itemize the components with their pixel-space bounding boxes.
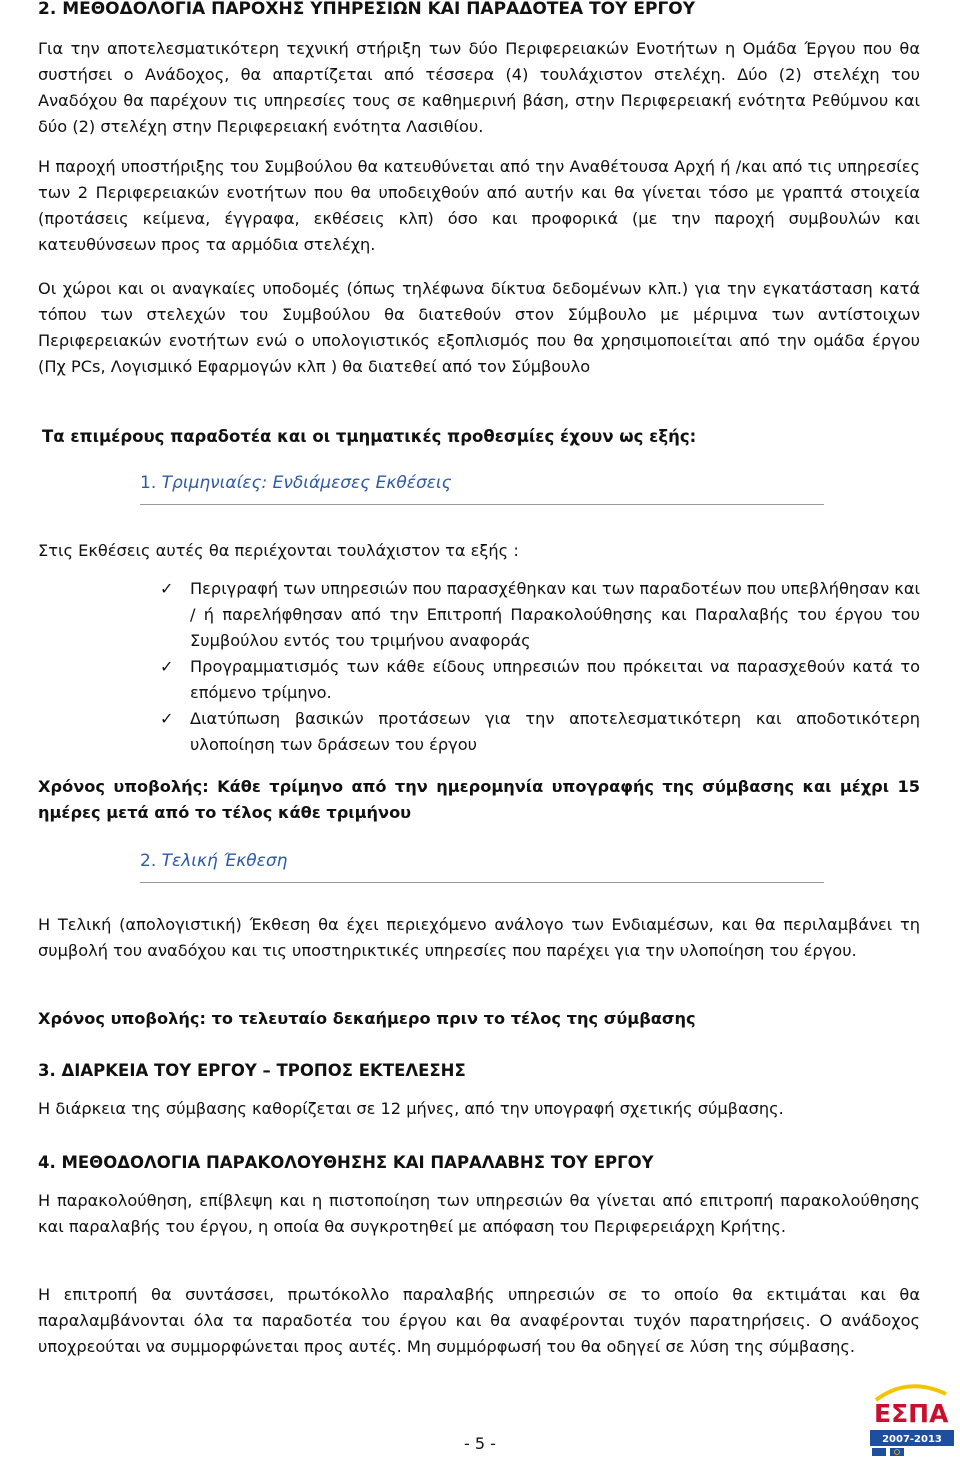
deliverable-2-heading bbox=[140, 848, 824, 883]
greek-flag-icon bbox=[872, 1448, 886, 1456]
page-number: - 5 - bbox=[464, 1434, 496, 1453]
section-2-heading: 2. ΜΕΘΟΔΟΛΟΓΙΑ ΠΑΡΟΧΗΣ ΥΠΗΡΕΣΙΩΝ ΚΑΙ ΠΑΡΑΔΟΤΕΑ ΤΟΥ ΕΡΓΟΥ bbox=[38, 0, 696, 19]
deliverable-1-heading bbox=[140, 470, 824, 505]
section-3-heading: 3. ΔΙΑΡΚΕΙΑ ΤΟΥ ΕΡΓΟΥ – ΤΡΟΠΟΣ ΕΚΤΕΛΕΣΗΣ bbox=[38, 1061, 466, 1080]
logo-text: ΕΣΠΑ bbox=[874, 1399, 949, 1428]
checkmark-icon: ✓ bbox=[160, 579, 174, 598]
deliverable-1-title: Τριμηνιαίες: Ενδιάμεσες Εκθέσεις bbox=[161, 473, 452, 493]
section-2-paragraph-3: Οι χώροι και οι αναγκαίες υποδομές (όπως τηλέφωνα δίκτυα δεδομένων κλπ.) για την εγκατάσταση κατά τόπου των στελεχών του Συμβούλου θα διατεθούν στον Σύμβουλο με μέριμνα των αντίστοιχων Περιφερειακών ενοτήτων ενώ ο υπολογιστικός εξοπλισμός που θα χρησιμοποιείται από την ομάδα έργου (Πχ PCs, Λογισμικό Εφαρμογών κλπ ) θα διατεθεί από τον Σύμβουλο bbox=[38, 279, 920, 376]
section-2-paragraph-2: Η παροχή υποστήριξης του Συμβούλου θα κατευθύνεται από την Αναθέτουσα Αρχή ή /και από τις υπηρεσίες των 2 Περιφερειακών ενοτήτων που θα υποδειχθούν από αυτήν και θα γίνεται τόσο με γραπτά στοιχεία (προτάσεις κείμενα, έγγραφα, εκθέσεις κλπ) όσο και προφορικά (με την παροχή συμβουλών και κατευθύνσεων προς τα αρμόδια στελέχη. bbox=[38, 157, 920, 254]
deliverables-heading: Τα επιμέρους παραδοτέα και οι τμηματικές προθεσμίες έχουν ως εξής: bbox=[42, 427, 697, 446]
deliverable-1-intro: Στις Εκθέσεις αυτές θα περιέχονται τουλάχιστον τα εξής : bbox=[38, 541, 519, 560]
section-4-paragraph-1: Η παρακολούθηση, επίβλεψη και η πιστοποίηση των υπηρεσιών θα γίνεται από επιτροπή παρακολούθησης και παραλαβής του έργου, η οποία θα συγκροτηθεί με απόφαση του Περιφερειάρχη Κρήτης. bbox=[38, 1191, 920, 1236]
deliverable-1-submission: Χρόνος υποβολής: Κάθε τρίμηνο από την ημερομηνία υπογραφής της σύμβασης και μέχρι 15 ημέρες μετά από το τέλος κάθε τριμήνου bbox=[38, 777, 920, 822]
deliverable-1-checklist bbox=[38, 576, 920, 758]
checkmark-icon: ✓ bbox=[160, 657, 174, 676]
deliverable-2-number: 2. bbox=[140, 851, 157, 871]
espa-logo bbox=[868, 1378, 956, 1458]
section-4-heading: 4. ΜΕΘΟΔΟΛΟΓΙΑ ΠΑΡΑΚΟΛΟΥΘΗΣΗΣ ΚΑΙ ΠΑΡΑΛΑΒΗΣ ΤΟΥ ΕΡΓΟΥ bbox=[38, 1153, 654, 1172]
deliverable-2-text: Η Τελική (απολογιστική) Έκθεση θα έχει περιεχόμενο ανάλογο των Ενδιαμέσων, και θα περιλαμβάνει τη συμβολή του αναδόχου και τις υποστηρικτικές υπηρεσίες που παρέχει για την υλοποίηση του έργου. bbox=[38, 915, 920, 960]
checklist-item: ✓ Διατύπωση βασικών προτάσεων για την αποτελεσματικότερη και αποδοτικότερη υλοποίηση των δράσεων του έργου bbox=[38, 706, 920, 758]
section-2-paragraph-1: Για την αποτελεσματικότερη τεχνική στήριξη των δύο Περιφερειακών Ενοτήτων η Ομάδα Έργου που θα συστήσει ο Ανάδοχος, θα απαρτίζεται από τέσσερα (4) τουλάχιστον στελέχη. Δύο (2) στελέχη του Αναδόχου θα παρέχουν τις υπηρεσίες τους σε καθημερινή βάση, στην Περιφερειακή ενότητα Ρεθύμνου και δύο (2) στελέχη στην Περιφερειακή ενότητα Λασιθίου. bbox=[38, 39, 920, 136]
checkmark-icon: ✓ bbox=[160, 709, 174, 728]
deliverable-2-title: Τελική Έκθεση bbox=[161, 851, 288, 871]
deliverable-1-number: 1. bbox=[140, 473, 157, 493]
logo-years: 2007-2013 bbox=[882, 1434, 942, 1445]
deliverable-2-submission: Χρόνος υποβολής: το τελευταίο δεκαήμερο πριν το τέλος της σύμβασης bbox=[38, 1009, 696, 1028]
section-4-paragraph-2: Η επιτροπή θα συντάσσει, πρωτόκολλο παραλαβής υπηρεσιών σε το οποίο θα εκτιμάται και θα παραλαμβάνονται όλα τα παραδοτέα του έργου και θα αναφέρονται τυχόν παρατηρήσεις. Ο ανάδοχος υποχρεούται να συμμορφώνεται προς αυτές. Μη συμμόρφωσή του θα οδηγεί σε λύση της σύμβασης. bbox=[38, 1285, 920, 1356]
section-3-text: Η διάρκεια της σύμβασης καθορίζεται σε 12 μήνες, από την υπογραφή σχετικής σύμβασης. bbox=[38, 1099, 784, 1118]
checklist-item: ✓ Προγραμματισμός των κάθε είδους υπηρεσιών που πρόκειται να παρασχεθούν κατά το επόμενο τρίμηνο. bbox=[38, 654, 920, 706]
checklist-item: ✓ Περιγραφή των υπηρεσιών που παρασχέθηκαν και των παραδοτέων που υπεβλήθησαν και / ή παρελήφθησαν από την Επιτροπή Παρακολούθησης και Παραλαβής του έργου του Συμβούλου εντός του τριμήνου αναφοράς bbox=[38, 576, 920, 654]
